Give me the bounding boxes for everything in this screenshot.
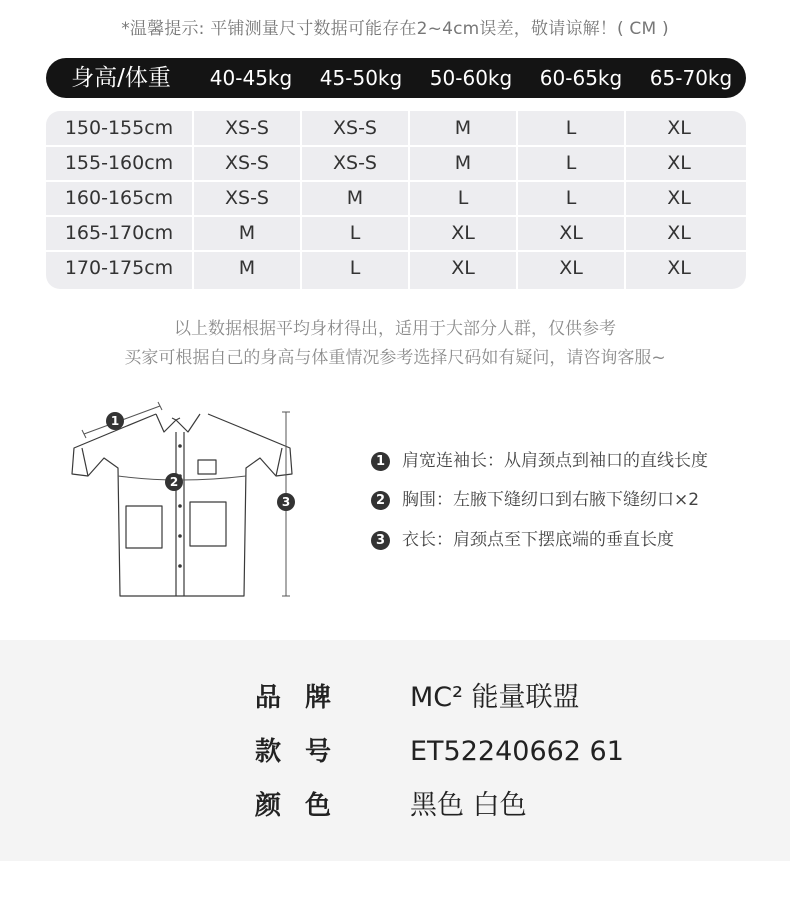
product-info-panel — [0, 640, 790, 861]
color-value: 黑色 白色 — [410, 790, 527, 821]
measurement-description: 衣长：肩颈点至下摆底端的垂直长度 — [402, 530, 674, 550]
row-divider — [46, 250, 746, 252]
table-row — [46, 146, 746, 181]
chest-pocket — [198, 460, 216, 474]
height-cell: 160-165cm — [64, 187, 174, 209]
height-cell: 155-160cm — [64, 152, 174, 174]
marker-label: 1 — [110, 414, 120, 428]
table-row — [46, 111, 746, 146]
column-divider — [516, 111, 518, 289]
marker-1 — [106, 412, 124, 430]
size-cell: L — [457, 187, 469, 209]
size-cell: XS-S — [333, 152, 377, 174]
header-cell-weight: 50-60kg — [429, 66, 513, 90]
measurement-description: 肩宽连袖长：从肩颈点到袖口的直线长度 — [402, 451, 708, 471]
size-cell: XS-S — [225, 152, 269, 174]
size-cell: XL — [559, 257, 583, 279]
left-pocket — [126, 506, 162, 548]
size-cell: L — [349, 257, 361, 279]
info-row-color — [0, 786, 790, 826]
size-cell: M — [454, 117, 472, 139]
brand-label: 品牌 — [255, 683, 356, 713]
marker-label: 3 — [281, 495, 291, 509]
size-cell: XL — [451, 257, 475, 279]
size-cell: L — [565, 117, 577, 139]
right-pocket — [190, 502, 226, 546]
height-cell: 170-175cm — [64, 257, 174, 279]
model-value: ET52240662 61 — [410, 736, 624, 767]
header-cell-weight: 45-50kg — [319, 66, 403, 90]
size-table-body — [46, 111, 746, 289]
number-badge-icon: 2 — [371, 491, 390, 510]
garment-outline — [72, 414, 292, 596]
marker-label: 2 — [169, 475, 179, 489]
size-cell: XS-S — [225, 117, 269, 139]
buttons — [178, 444, 182, 568]
placket — [176, 432, 184, 596]
row-divider — [46, 145, 746, 147]
header-cell-weight: 65-70kg — [649, 66, 733, 90]
model-label: 款号 — [255, 737, 356, 767]
size-cell: L — [349, 222, 361, 244]
garment-diagram — [60, 398, 310, 608]
measurement-description: 胸围：左腋下缝纫口到右腋下缝纫口×2 — [402, 490, 700, 510]
size-cell: XL — [667, 257, 691, 279]
info-row-brand — [0, 678, 790, 718]
table-row — [46, 251, 746, 286]
size-cell: XL — [667, 222, 691, 244]
marker-2 — [165, 473, 183, 491]
brand-value: MC² 能量联盟 — [410, 682, 580, 713]
reference-note: 以上数据根据平均身材得出，适用于大部分人群，仅供参考 — [174, 319, 616, 339]
row-divider — [46, 215, 746, 217]
marker-3 — [277, 493, 295, 511]
size-cell: L — [565, 187, 577, 209]
height-cell: 165-170cm — [64, 222, 174, 244]
number-badge-icon: 1 — [371, 452, 390, 471]
header-cell-height-weight: 身高/体重 — [71, 65, 171, 91]
size-cell: XL — [667, 117, 691, 139]
measurement-notice: *温馨提示: 平铺测量尺寸数据可能存在2~4cm误差，敬请谅解！( CM ) — [121, 19, 669, 39]
column-divider — [192, 111, 194, 289]
number-badge-icon: 3 — [371, 531, 390, 550]
size-cell: XL — [451, 222, 475, 244]
size-cell: XS-S — [225, 187, 269, 209]
info-row-model — [0, 732, 790, 772]
header-cell-weight: 40-45kg — [209, 66, 293, 90]
size-cell: M — [346, 187, 364, 209]
height-cell: 150-155cm — [64, 117, 174, 139]
header-cell-weight: 60-65kg — [539, 66, 623, 90]
size-cell: M — [238, 257, 256, 279]
left-sleeve-line — [82, 448, 88, 476]
size-cell: XL — [559, 222, 583, 244]
column-divider — [300, 111, 302, 289]
right-sleeve-line — [276, 448, 282, 476]
size-cell: M — [454, 152, 472, 174]
column-divider — [624, 111, 626, 289]
column-divider — [408, 111, 410, 289]
collar — [156, 414, 200, 432]
color-label: 颜色 — [255, 791, 356, 821]
reference-note: 买家可根据自己的身高与体重情况参考选择尺码如有疑问，请咨询客服~ — [124, 348, 666, 368]
row-divider — [46, 180, 746, 182]
table-row — [46, 216, 746, 251]
size-cell: XS-S — [333, 117, 377, 139]
size-cell: M — [238, 222, 256, 244]
size-table-header — [46, 58, 746, 98]
size-cell: L — [565, 152, 577, 174]
size-cell: XL — [667, 152, 691, 174]
size-cell: XL — [667, 187, 691, 209]
table-row — [46, 181, 746, 216]
